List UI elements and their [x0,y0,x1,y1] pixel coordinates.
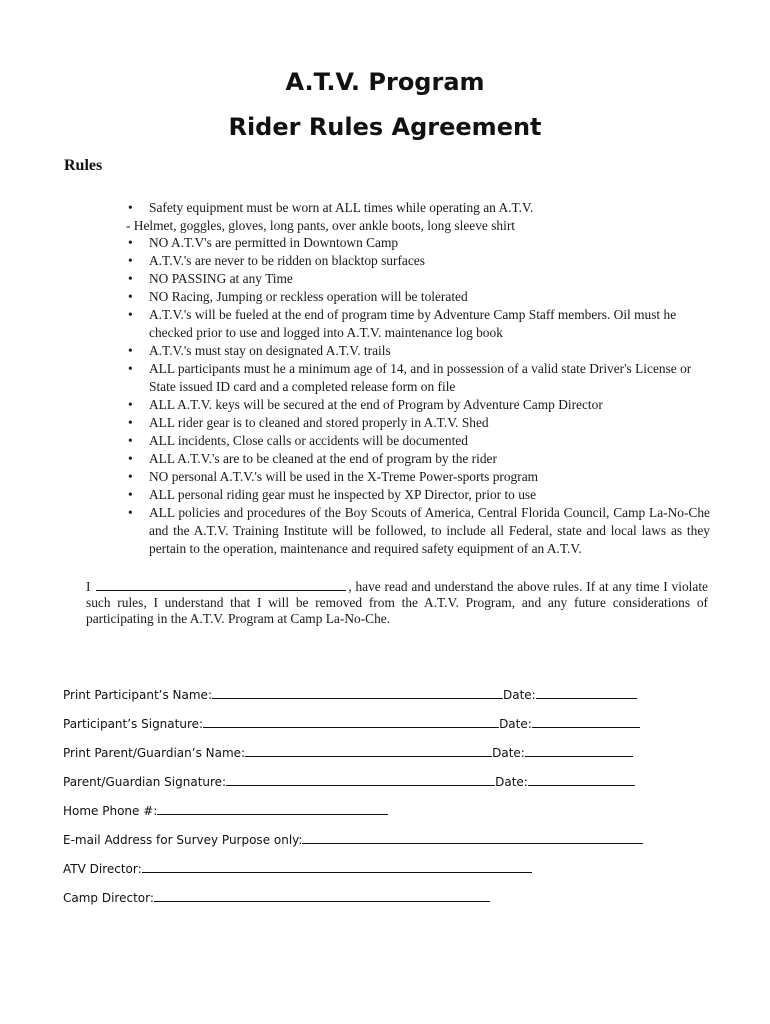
participant-name-field[interactable] [212,686,503,699]
date-label: Date: [502,688,536,702]
participant-name-label: Print Participant’s Name: [63,688,212,702]
rule-item: • A.T.V.'s must stay on designated A.T.V. trails [130,342,710,360]
participant-signature-row [63,715,640,731]
participant-name-blank[interactable] [96,578,346,591]
rules-heading: Rules [64,157,103,174]
parent-signature-row [63,773,635,789]
rules-list [126,199,710,558]
camp-director-field[interactable] [154,889,490,902]
agreement-text: , have read and understand the above rules. If at any time I violate such rules, I understand that I will be removed from the A.T.V. Program, and any future considerations of participating in the A.T.V. Program at Camp La-No-Che. [86,579,708,626]
parent-name-field[interactable] [245,744,492,757]
rule-item: • A.T.V.'s will be fueled at the end of program time by Adventure Camp Staff members. Oil must he checked prior to use and logged into A.T.V. maintenance log book [130,306,710,342]
document-subtitle: Rider Rules Agreement [228,113,542,141]
rule-item: • ALL incidents, Close calls or accidents will be documented [130,432,710,450]
date-field[interactable] [528,773,635,786]
agreement-statement [86,578,708,627]
rule-item: • Safety equipment must be worn at ALL times while operating an A.T.V. [130,199,710,217]
camp-director-label: Camp Director: [63,891,154,905]
date-label: Date: [492,746,525,760]
home-phone-label: Home Phone #: [63,804,158,818]
document-title: A.T.V. Program [285,68,485,96]
date-field[interactable] [525,744,633,757]
atv-director-label: ATV Director: [63,862,142,876]
rule-item: • NO Racing, Jumping or reckless operation will be tolerated [130,288,710,306]
email-row [63,831,643,847]
date-field[interactable] [536,686,637,699]
parent-signature-label: Parent/Guardian Signature: [63,775,227,789]
rule-item: • ALL rider gear is to cleaned and stored properly in A.T.V. Shed [130,414,710,432]
parent-signature-field[interactable] [226,773,495,786]
rule-item: • A.T.V.'s are never to be ridden on blacktop surfaces [130,252,710,270]
rule-item: • ALL A.T.V. keys will be secured at the end of Program by Adventure Camp Director [130,396,710,414]
date-label: Date: [499,717,532,731]
date-field[interactable] [532,715,640,728]
participant-signature-label: Participant’s Signature: [63,717,204,731]
participant-signature-field[interactable] [203,715,499,728]
email-label: E-mail Address for Survey Purpose only: [63,833,303,847]
rule-item: • ALL A.T.V.'s are to be cleaned at the end of program by the rider [130,450,710,468]
rule-item: • NO personal A.T.V.'s will be used in the X-Treme Power-sports program [130,468,710,486]
home-phone-field[interactable] [157,802,388,815]
rule-item: • NO PASSING at any Time [130,270,710,288]
atv-director-row [63,860,532,876]
rule-item: • NO A.T.V's are permitted in Downtown Camp [130,234,710,252]
home-phone-row [63,802,388,818]
rule-subitem: - Helmet, goggles, gloves, long pants, over ankle boots, long sleeve shirt [126,218,516,233]
atv-director-field[interactable] [142,860,532,873]
rule-item: • ALL participants must he a minimum age of 14, and in possession of a valid state Driver's License or State issued ID card and a completed release form on file [130,360,710,396]
participant-name-row [63,686,637,702]
email-field[interactable] [302,831,643,844]
agreement-prefix: I [86,579,91,594]
parent-name-label: Print Parent/Guardian’s Name: [63,746,246,760]
rule-item: • ALL personal riding gear must he inspected by XP Director, prior to use [130,486,710,504]
rule-item: • ALL policies and procedures of the Boy Scouts of America, Central Florida Council, Camp La-No-Che and the A.T.V. Training Institute will be followed, to include all Federal, state and local laws as they pertain to the operation, maintenance and required safety equipment of an A.T.V. [130,504,710,558]
date-label: Date: [495,775,528,789]
camp-director-row [63,889,490,905]
parent-name-row [63,744,633,760]
